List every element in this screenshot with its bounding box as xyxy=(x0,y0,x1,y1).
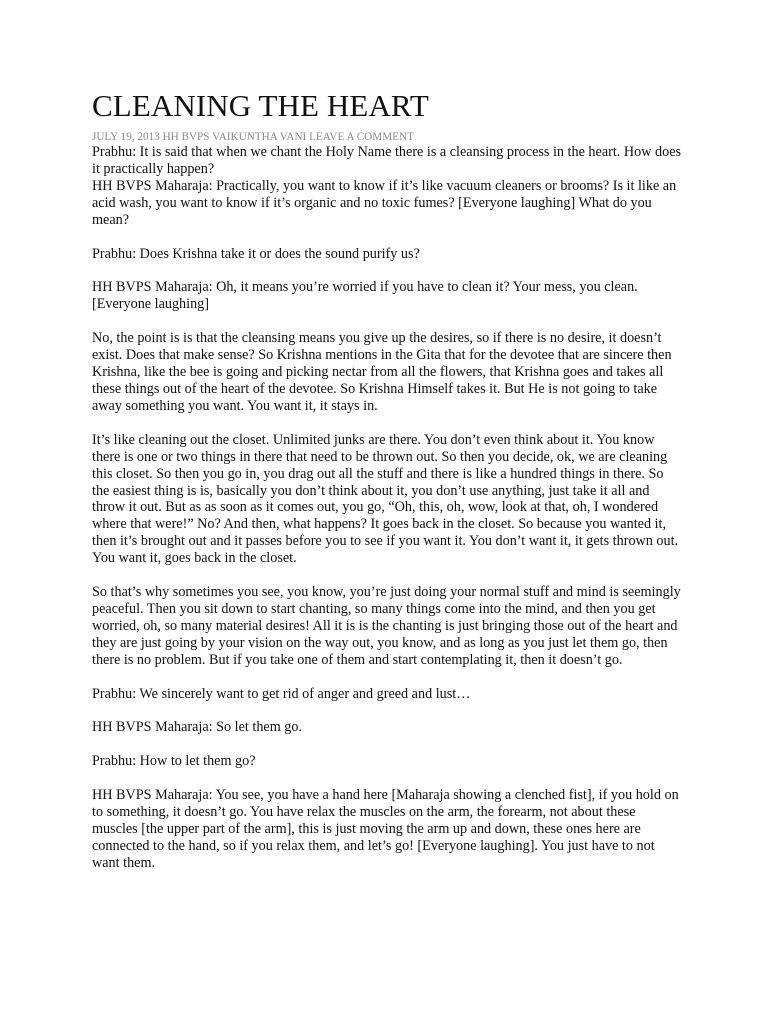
paragraph: HH BVPS Maharaja: You see, you have a hand here [Maharaja showing a clenched fist], if you hold on to something, it doesn’t go. You have relax the muscles on the arm, the forearm, not about these muscles [the upper part of the arm], this is just moving the arm up and down, these ones here are connected to the hand, so if you relax them, and let’s go! [Everyone laughing]. You just have to not want them. xyxy=(92,787,679,871)
paragraph: Prabhu: Does Krishna take it or does the sound purify us? xyxy=(92,245,420,262)
paragraph: It’s like cleaning out the closet. Unlimited junks are there. You don’t even think about it. You know there is one or two things in there that need to be thrown out. So then you decide, ok, we are cleaning this closet. So then you go in, you drag out all the stuff and there is like a hundred things in there. So the easiest thing is is, basically you don’t think about it, you don’t use anything, just take it all and throw it out. But as as soon as it comes out, you go, “Oh, this, oh, wow, look at that, oh, I wondered where that were!” No? And then, what happens? It goes back in the closet. So because you wanted it, then it’s brought out and it passes before you to see if you want it. You don’t want it, it gets thrown out. You want it, goes back in the closet. xyxy=(92,431,679,567)
article xyxy=(92,86,682,889)
paragraph: HH BVPS Maharaja: So let them go. xyxy=(92,719,303,736)
paragraph: No, the point is is that the cleansing means you give up the desires, so if there is no desire, it doesn’t exist. Does that make sense? So Krishna mentions in the Gita that for the devotee that are sincere then Krishna, like the bee is going and picking nectar from all the flowers, that Krishna goes and takes all these things out of the heart of the devotee. So Krishna Himself takes it. But He is not going to take away something you want. You want it, it stays in. xyxy=(92,330,672,414)
paragraph: HH BVPS Maharaja: Practically, you want to know if it’s like vacuum cleaners or brooms? Is it like an acid wash, you want to know if it’s organic and no toxic fumes? [Everyone laughing] What do you mean? xyxy=(92,177,677,228)
paragraph: So that’s why sometimes you see, you know, you’re just doing your normal stuff and mind is seemingly peaceful. Then you sit down to start chanting, so many things come into the mind, and then you get worried, oh, so many material desires! All it is is the chanting is just bringing those out of the heart and they are just going by your vision on the way out, you know, and as long as you just let them go, then there is no problem. But if you take one of them and start contemplating it, then it doesn’t go. xyxy=(92,584,681,668)
article-meta xyxy=(92,130,682,144)
post-date[interactable]: JULY 19, 2013 xyxy=(92,131,160,143)
paragraph: Prabhu: It is said that when we chant the Holy Name there is a cleansing process in the heart. How does it practically happen? xyxy=(92,144,682,177)
paragraph: Prabhu: We sincerely want to get rid of anger and greed and lust… xyxy=(92,685,471,702)
post-author[interactable]: HH BVPS VAIKUNTHA VANI xyxy=(162,131,307,143)
paragraph: HH BVPS Maharaja: Oh, it means you’re worried if you have to clean it? Your mess, you clean. [Everyone laughing] xyxy=(92,279,638,313)
leave-comment-link[interactable]: LEAVE A COMMENT xyxy=(309,131,414,143)
article-body xyxy=(92,144,682,872)
paragraph: Prabhu: How to let them go? xyxy=(92,753,256,770)
article-title: CLEANING THE HEART xyxy=(92,88,429,123)
